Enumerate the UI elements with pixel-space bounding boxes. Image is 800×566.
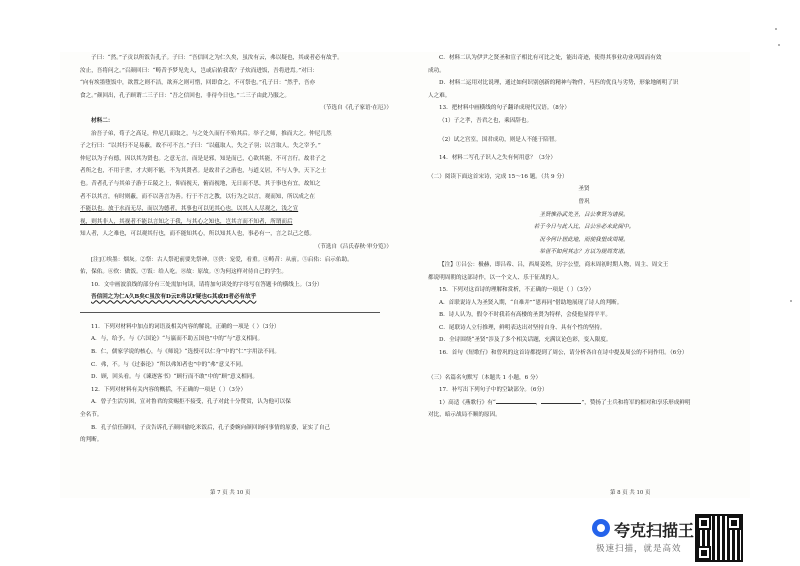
poem-author: 曾巩 bbox=[578, 198, 590, 205]
question-16: 16．首句《短歌行》和曾巩的这首诗都提到了周公，请分析各自在诗中提及周公的不同作用。（6分） bbox=[439, 350, 688, 357]
scanner-slogan: 极速扫描，就是高效 bbox=[596, 544, 682, 554]
annotation-note: [注]①埃墨：烟灰。②祭：古人祭祀前要先祭神。③贵：宠爱，看重。④畴昔：从前。⑤启佑：启示佑助。 bbox=[91, 256, 353, 263]
option-a: A．首联说诗人为圣贤入期，“自难并”“恩再同”借助地展现了诗人的判断。 bbox=[439, 299, 623, 306]
q17-text-a: 1）高适《燕歌行》有“ bbox=[439, 399, 496, 406]
option-a: A．曾子生活穷困，宣对鲁君的赏赐拒不接受，孔子对此十分赞赏，认为他可以保 bbox=[91, 399, 291, 406]
qr-finder-pattern bbox=[697, 546, 711, 560]
scanner-logo-icon bbox=[592, 519, 610, 537]
text-line: 汝止，吾将问之。”召颜回曰：“畴昔予梦见先人，岂或启佑我哉？子炊而进饭，吾将进焉。”对曰： bbox=[80, 67, 318, 74]
scan-speck bbox=[790, 300, 792, 302]
source-citation: （节选自《孔子家语·在厄》） bbox=[320, 105, 392, 112]
text-line: 知人者，人之难也，可以观其行也，而不能知其心，所以知其人也，事必有一，言之以己之德。 bbox=[80, 231, 315, 238]
text-line: 子之行曰：“以其行不足易蔽，故不可不言。”子曰：“以蕴取人，失之子羽；以言取人，失之宰予。” bbox=[80, 143, 321, 150]
option-a-continued: 全名节。 bbox=[80, 412, 103, 419]
section-heading: （三）名篇名句默写（本题共 1 小题，6 分） bbox=[428, 374, 542, 381]
text-line: 者不以其言，有时则蔽，而不以善言为善。行于不言之教，以行为之以言，观而知，所以成之在 bbox=[80, 193, 315, 200]
poem-note: 【注】①吕公：极赫，即吕希、吕，西周姜姓，历字公望，商末周初时期人物，周主、周文王 bbox=[439, 261, 669, 268]
option-a: A．与，给予。与《六国论》“与嬴而不助五国也”中的“与”意义相同。 bbox=[91, 336, 264, 343]
q17-text-b: ， bbox=[535, 399, 542, 406]
qr-code-icon bbox=[695, 514, 743, 562]
question-17-1 bbox=[428, 397, 740, 410]
page-8 bbox=[428, 52, 740, 498]
answer-line bbox=[80, 308, 380, 313]
text-line: 仲尼以为子有德，因以其为贤也。之意无言，而是是邪，知是而已，心欲其能，不可言行。故君子之 bbox=[80, 155, 327, 162]
scan-speck bbox=[775, 28, 777, 30]
page-footer-left: 第 7 页 共 10 页 bbox=[210, 490, 251, 496]
question-17: 17．补写出下列句子中的空缺部分。（6分） bbox=[439, 387, 548, 394]
text-line-underlined: 不能以也。放于水而无尽，而以为德者，其事也可以见其心也，以其人人尽观之，浅之宣 bbox=[80, 206, 299, 213]
material-label: 材料二： bbox=[91, 117, 114, 124]
question-15: 15．下列对这首诗的理解和赏析，不正确的一项是（ ）（3分） bbox=[439, 287, 595, 294]
source-citation: （节选自《吕氏春秋·审分览》） bbox=[314, 243, 392, 250]
option-b-continued: 的判断。 bbox=[80, 437, 103, 444]
option-c: C．尾联诗人立行推理，鲜明表达出对坚持自身、具有个性的坚持。 bbox=[439, 324, 606, 331]
option-c: C．材料二认为伊尹之贤圣和宣子相比有可比之处，能出奇迹，使得其事业功业巩固而有效 bbox=[439, 55, 662, 61]
question-13-2: （2）试之宫室，国君成功，则是人不能于陪智。 bbox=[439, 136, 561, 143]
scan-speck bbox=[778, 44, 780, 46]
poem-line: 若于今日与此人比，吕公⑩必未此阅中。 bbox=[533, 224, 635, 231]
option-c: C．弗，不。与《过秦论》“所以弗知者也”中的“弗”意义不同。 bbox=[91, 361, 247, 368]
option-c-continued: 成功。 bbox=[428, 67, 445, 74]
text-line: “向有埃墨堕饭中，欲置之则不洁，欲弃之则可惜，回即食之，不可祭也。”孔子曰：“然乎，吾亦 bbox=[80, 80, 316, 87]
question-13: 13．把材料中画横线的句子翻译成现代汉语。（8分） bbox=[439, 105, 570, 112]
option-d-continued: 人之难。 bbox=[428, 92, 451, 99]
text-line: 食之。”颜回出，孔子顾谓二三子曰：“吾之信回也，非待今日也。”二三子由此乃服之。 bbox=[80, 92, 290, 99]
question-10: 10．文中画波浪线的部分有三处需加句读，请将加句读处的字母写在答题卡的横线上。（3分） bbox=[91, 281, 323, 288]
poem-line: 况今何计居此地，而使我望成周境。 bbox=[539, 236, 629, 243]
question-13-1: （1）子之孝，吾君之也，乘因辞也。 bbox=[439, 117, 533, 124]
qr-finder-pattern bbox=[727, 516, 741, 530]
text-line: 子曰：“然。”子贡以所饭告孔子。子曰：“吾信回之为仁久矣，虽汝有云，弗以疑也，其或者必有故乎。 bbox=[91, 55, 343, 61]
option-d: D．顾，回头看。与《谏逐客书》“顾行而不敢”中的“顾”意义相同。 bbox=[91, 374, 258, 381]
section-heading: （二）阅读下面这首宋诗，完成 15～16 题。（共 9 分） bbox=[428, 173, 568, 180]
option-d: D．材料二运用对比说理，通过如何识别创新的精神与物件，马匹的优良与劣势，形象地阐明了识 bbox=[439, 80, 679, 87]
question-12: 12．下列对材料有关内容的概括，不正确的一项是（ ）（3分） bbox=[91, 386, 247, 393]
poem-line: 举世不如何其志？方以为规周发诸。 bbox=[539, 249, 629, 256]
question-17-1-continued: 对比，暗示战局不顺的原因。 bbox=[428, 412, 501, 419]
text-line-underlined: 视，则其非人，其视者不能以言知之于我，与其心之知也，岂其言而不知者，所谓而后 bbox=[80, 218, 293, 225]
poem-line: 圣贤惟孙武先圣，吕公拿贤为诸侯。 bbox=[539, 211, 629, 218]
poem-note: 都说明周朝的这部诗作，以一个文人、乐于征战的人。 bbox=[428, 274, 563, 281]
option-b: B．诗人认为，假令不时我若有高楼的圣贤为特样，会使他显得平平。 bbox=[439, 312, 611, 319]
page-7 bbox=[80, 52, 398, 498]
blank-line bbox=[496, 398, 536, 404]
annotation-note: 佑，保佑。⑥炊：做饭。⑦饭：给人吃。⑧故：原故。⑨为何这样对待自己的学生。 bbox=[80, 269, 287, 276]
page-footer-right: 第 8 页 共 10 页 bbox=[610, 490, 651, 496]
text-line: 者所之也，不用于世，才大则不能，不为其贤者。是故君子之游也，与道义居，不与人争，天下之士 bbox=[80, 168, 327, 175]
scanned-document-sheet bbox=[60, 52, 750, 498]
question-14: 14．材料二写孔子识人之失有何用意？（3分） bbox=[439, 155, 556, 162]
text-line: 也。昔者孔子与其弟子游于丘陵之上，仰而视天，俯而视地，无日而不思，其于事也有宜，故知之 bbox=[80, 180, 321, 187]
option-d: D．全诗围绕“圣贤”涉及了多个相关话题，充满议论色彩，变入限度。 bbox=[439, 337, 612, 344]
blank-line bbox=[541, 398, 581, 404]
question-11: 11．下列对材料中加点的词语及相关内容的解说，正确的一项是（ ）（3分） bbox=[91, 323, 280, 330]
scanner-app-name: 夸克扫描王 bbox=[614, 521, 695, 540]
option-b: B．孔子信任颜回，子贡告诉孔子颜回偷吃米饭后，孔子委婉向颜回询问事情的原委，证实了自己 bbox=[91, 424, 331, 431]
question-10-text: 吾信回之为仁A久B矣C虽汝有D云E弗以F疑也G其或H者必有故乎 bbox=[91, 294, 257, 301]
poem-title: 圣贤 bbox=[578, 186, 590, 193]
qr-finder-pattern bbox=[697, 516, 711, 530]
option-b: B．仁，儒家学说的核心，与《师说》“选授可以仁身”中的“仁”字用法不同。 bbox=[91, 349, 280, 356]
text-line: 治吾子弟，荀子之高足，仲尼几而取之，与之处久而行不殆其后。举子之师，推而大之。仲尼几然 bbox=[91, 130, 332, 137]
q17-text-c: ”，赞扬了士兵和将军的相对和享乐形成鲜明 bbox=[581, 399, 691, 406]
